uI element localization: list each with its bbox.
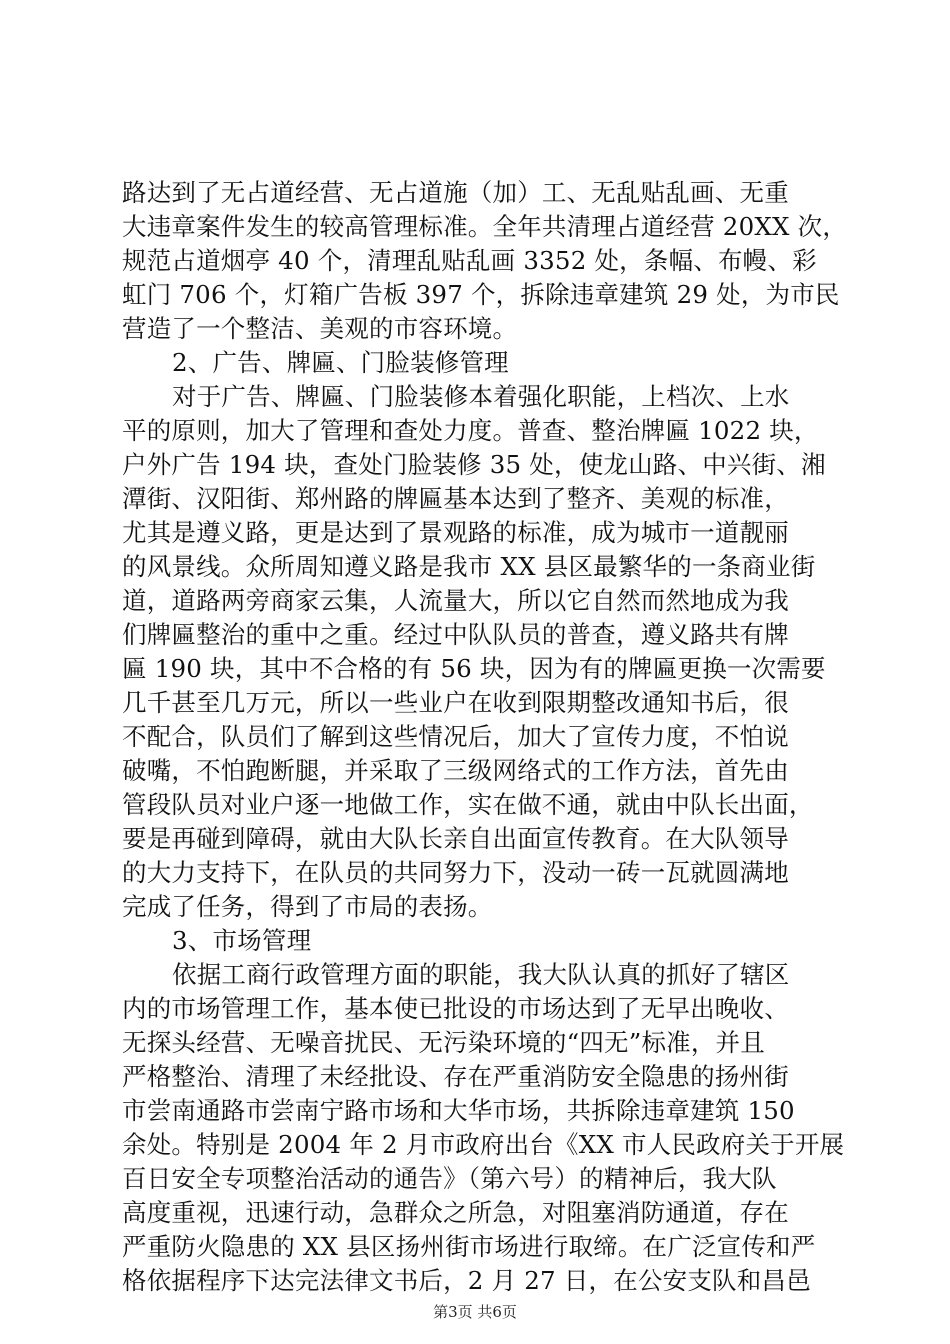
- body-line-11: 尤其是遵义路，更是达到了景观路的标准，成为城市一道靓丽: [122, 518, 789, 547]
- body-line-14: 们牌匾整治的重中之重。经过中队队员的普查，遵义路共有牌: [122, 620, 789, 649]
- body-line-18: 破嘴，不怕跑断腿，并采取了三级网络式的工作方法，首先由: [122, 756, 789, 785]
- page-number-footer: 第3页 共6页: [433, 1303, 517, 1321]
- body-line-20: 要是再碰到障碍，就由大队长亲自出面宣传教育。在大队领导: [122, 824, 789, 853]
- body-line-26: 无探头经营、无噪音扰民、无污染环境的“四无”标准，并且: [122, 1028, 765, 1057]
- body-line-22: 完成了任务，得到了市局的表扬。: [122, 892, 493, 921]
- body-line-32: 严重防火隐患的 XX 县区扬州街市场进行取缔。在广泛宣传和严: [122, 1232, 816, 1261]
- body-line-9: 户外广告 194 块，查处门脸装修 35 处，使龙山路、中兴街、湘: [122, 450, 826, 479]
- body-line-8: 平的原则，加大了管理和查处力度。普查、整治牌匾 1022 块，: [122, 416, 819, 445]
- body-line-27: 严格整治、清理了未经批设、存在严重消防安全隐患的扬州街: [122, 1062, 789, 1091]
- body-line-10: 潭街、汉阳街、郑州路的牌匾基本达到了整齐、美观的标准，: [122, 484, 789, 513]
- body-line-4: 虹门 706 个，灯箱广告板 397 个，拆除违章建筑 29 处，为市民: [122, 280, 840, 309]
- body-line-1: 路达到了无占道经营、无占道施（加）工、无乱贴乱画、无重: [122, 178, 789, 207]
- body-line-16: 几千甚至几万元，所以一些业户在收到限期整改通知书后，很: [122, 688, 789, 717]
- section-heading-advertising: 2、广告、牌匾、门脸装修管理: [172, 348, 509, 377]
- section-heading-market: 3、市场管理: [172, 926, 312, 955]
- body-line-12: 的风景线。众所周知遵义路是我市 XX 县区最繁华的一条商业街: [122, 552, 816, 581]
- body-line-7: 对于广告、牌匾、门脸装修本着强化职能，上档次、上水: [172, 382, 790, 411]
- body-line-33: 格依据程序下达完法律文书后，2 月 27 日，在公安支队和昌邑: [122, 1266, 811, 1295]
- body-line-29: 余处。特别是 2004 年 2 月市政府出台《XX 市人民政府关于开展: [122, 1130, 845, 1159]
- body-line-21: 的大力支持下，在队员的共同努力下，没动一砖一瓦就圆满地: [122, 858, 789, 887]
- body-line-17: 不配合，队员们了解到这些情况后，加大了宣传力度，不怕说: [122, 722, 789, 751]
- body-line-31: 高度重视，迅速行动，急群众之所急，对阻塞消防通道，存在: [122, 1198, 789, 1227]
- body-line-5: 营造了一个整洁、美观的市容环境。: [122, 314, 518, 343]
- body-line-25: 内的市场管理工作，基本使已批设的市场达到了无早出晚收、: [122, 994, 789, 1023]
- body-line-3: 规范占道烟亭 40 个，清理乱贴乱画 3352 处，条幅、布幔、彩: [122, 246, 817, 275]
- body-line-28: 市尝南通路市尝南宁路市场和大华市场，共拆除违章建筑 150: [122, 1096, 795, 1125]
- body-line-15: 匾 190 块，其中不合格的有 56 块，因为有的牌匾更换一次需要: [122, 654, 826, 683]
- body-line-30: 百日安全专项整治活动的通告》（第六号）的精神后，我大队: [122, 1164, 777, 1193]
- body-line-2: 大违章案件发生的较高管理标准。全年共清理占道经营 20XX 次，: [122, 212, 848, 241]
- body-line-19: 管段队员对业户逐一地做工作，实在做不通，就由中队长出面，: [122, 790, 814, 819]
- body-line-24: 依据工商行政管理方面的职能，我大队认真的抓好了辖区: [172, 960, 790, 989]
- body-line-13: 道，道路两旁商家云集，人流量大，所以它自然而然地成为我: [122, 586, 789, 615]
